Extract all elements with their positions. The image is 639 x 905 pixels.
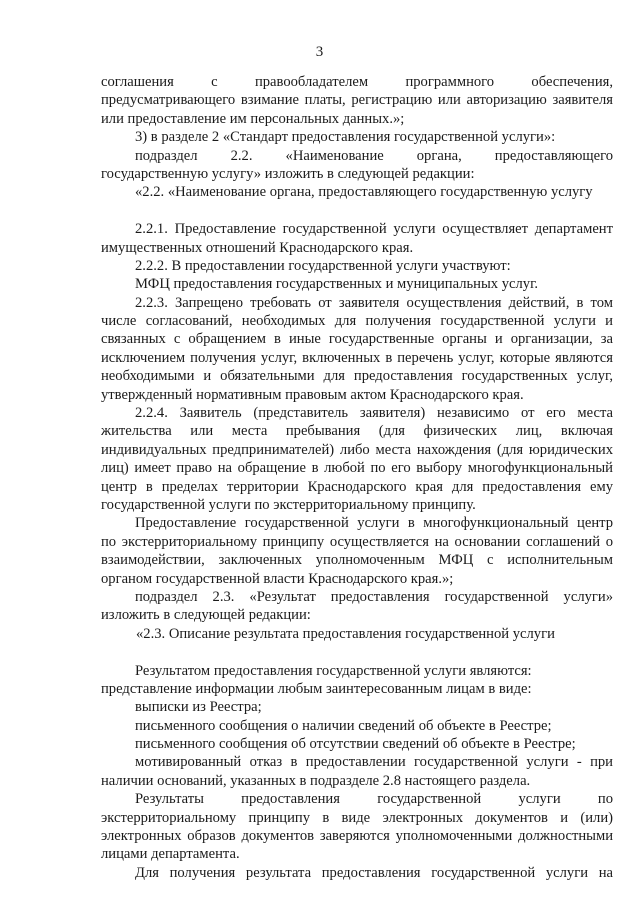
text-line: 2.2.4. Заявитель (представитель заявителя) независимо от его места <box>135 405 613 422</box>
text-line: исключением получения услуг, включенных в перечень услуг, которые являются <box>101 349 613 366</box>
text-line: Результаты предоставления государственной услуги по <box>135 791 613 808</box>
text-line: 2.2.1. Предоставление государственной услуги осуществляет департамент <box>135 221 613 238</box>
text-line: представление информации любым заинтересованным лицам в виде: <box>101 680 532 697</box>
text-line: имущественных отношений Краснодарского края. <box>101 239 414 256</box>
text-line: индивидуальных предпринимателей) либо места нахождения (для юридических <box>101 441 613 458</box>
text-line: выписки из Реестра; <box>135 699 262 716</box>
text-line: 2.2.2. В предоставлении государственной услуги участвуют: <box>135 257 511 274</box>
text-line: соглашения с правообладателем программного обеспечения, <box>101 74 613 90</box>
text-line: экстерриториальному принципу в виде электронных документов и (или) <box>101 809 613 826</box>
blank-line <box>101 202 613 220</box>
text-line: или предоставление им персональных данных.»; <box>101 110 405 127</box>
text-line: предусматривающего взимание платы, регистрацию или авторизацию заявителя <box>101 92 613 109</box>
text-line: жительства или места пребывания (для физических лиц, включая <box>101 423 613 440</box>
text-line: лицами департамента. <box>101 846 240 863</box>
text-line: Для получения результата предоставления государственной услуги на <box>135 864 613 881</box>
text-line: Результатом предоставления государственной услуги являются: <box>135 662 532 679</box>
text-line: числе согласований, необходимых для получения государственной услуги и <box>101 313 613 330</box>
text-line: 3) в разделе 2 «Стандарт предоставления государственной услуги»: <box>135 129 556 146</box>
text-line: изложить в следующей редакции: <box>101 607 311 624</box>
text-line: МФЦ предоставления государственных и муниципальных услуг. <box>135 276 539 293</box>
text-line: утвержденный нормативным правовым актом Краснодарского края. <box>101 386 524 403</box>
text-line: государственной услуги по экстерриториальному принципу. <box>101 496 476 513</box>
text-line: органом государственной власти Краснодарского края.»; <box>101 570 454 587</box>
text-line: государственную услугу» изложить в следующей редакции: <box>101 165 475 182</box>
document-body <box>101 73 613 882</box>
text-line: подраздел 2.3. «Результат предоставления государственной услуги» <box>135 588 613 605</box>
text-line: по экстерриториальному принципу осуществляется на основании соглашений о <box>101 533 613 550</box>
text-line: «2.3. Описание результата предоставления государственной услуги <box>136 625 555 642</box>
text-line: наличии оснований, указанных в подразделе 2.8 настоящего раздела. <box>101 772 531 789</box>
blank-line <box>101 643 613 661</box>
page-number: 3 <box>315 44 324 60</box>
text-line: мотивированный отказ в предоставлении государственной услуги - при <box>135 754 613 771</box>
text-line: письменного сообщения об отсутствии сведений об объекте в Реестре; <box>135 736 576 753</box>
text-line: лиц) имеет право на обращение в любой по его выбору многофункциональный <box>101 460 613 477</box>
text-line: письменного сообщения о наличии сведений об объекте в Реестре; <box>135 717 552 734</box>
text-line: взаимодействии, заключенных уполномоченным МФЦ с исполнительным <box>101 552 613 569</box>
text-line: 2.2.3. Запрещено требовать от заявителя осуществления действий, в том <box>135 294 613 311</box>
text-line: электронных образов документов заверяются уполномоченными должностными <box>101 828 613 845</box>
text-line: необходимыми и обязательными для предоставления государственных услуг, <box>101 368 613 385</box>
text-line: центр в пределах территории Краснодарского края для предоставления ему <box>101 478 613 495</box>
text-line: Предоставление государственной услуги в многофункциональный центр <box>135 515 613 532</box>
text-line: «2.2. «Наименование органа, предоставляющего государственную услугу <box>135 184 593 201</box>
text-line: связанных с обращением в иные государственные органы и организации, за <box>101 331 613 348</box>
text-line: подраздел 2.2. «Наименование органа, предоставляющего <box>135 147 613 164</box>
